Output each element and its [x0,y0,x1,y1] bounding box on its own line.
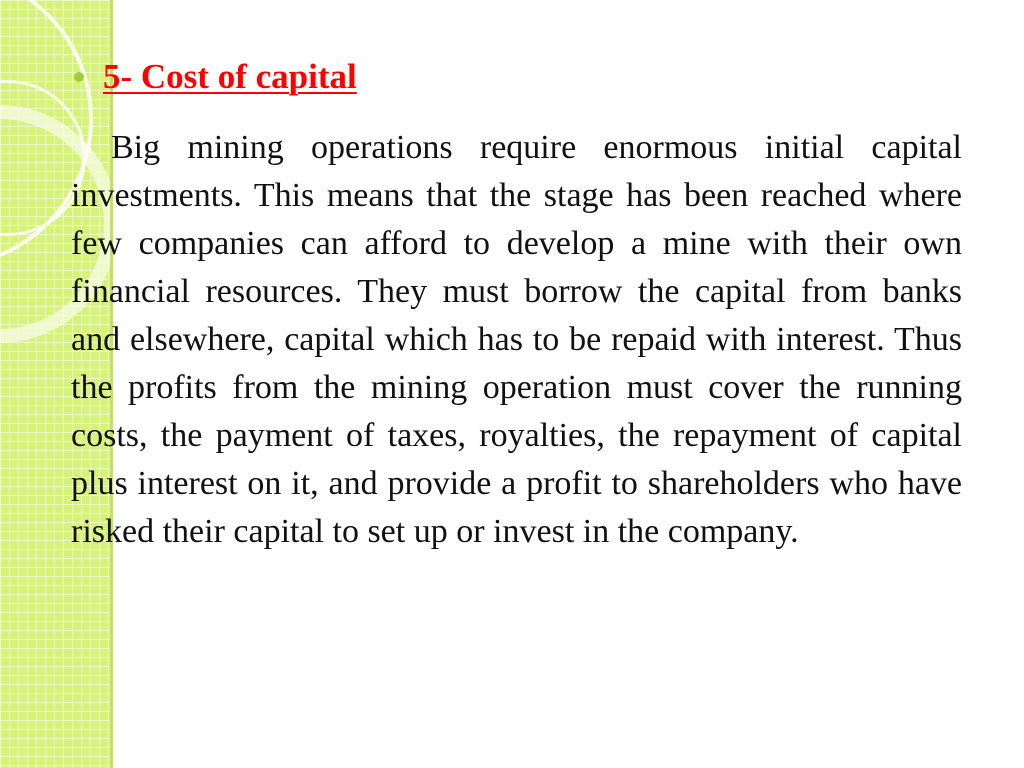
slide-body-text: Big mining operations require enormous initial capital investments. This means that the stage has been reached where few companies can afford to develop a mine with their own financial resources. They must borrow the capital from banks and elsewhere, capital which has to be repaid with interest. Thus the profits from the mining operation must cover the running costs, the payment of taxes, royalties, the repayment of capital plus interest on it, and provide a profit to shareholders who have risked their capital to set up or invest in the company. [71,129,962,550]
bullet-dot-icon [74,72,84,82]
slide-heading: 5- Cost of capital [103,57,357,96]
